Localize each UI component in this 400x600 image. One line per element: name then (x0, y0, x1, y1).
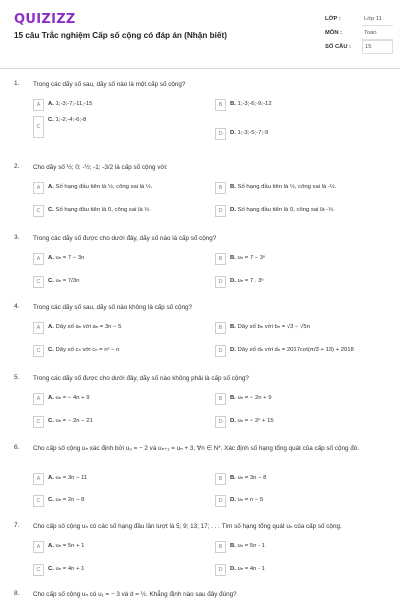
question-text: Cho dãy số ½; 0; -½; -1; -3/2 là cấp số cộng với: (33, 164, 168, 171)
option-text: A. uₙ = − 4n + 9 (48, 395, 90, 401)
option-text: D. uₙ = 4n - 1 (230, 566, 265, 572)
question-text: Cho cấp số cộng uₙ có các số hạng đầu lần lượt là 5; 9; 13; 17; . . . Tìm số hạng tổng quát uₙ của cấp số cộng. (33, 523, 342, 530)
question-text: Trong các dãy số được cho dưới đây, dãy số nào là cấp số cộng? (33, 235, 217, 242)
option-a[interactable] (33, 182, 203, 195)
option-b[interactable] (215, 253, 385, 266)
option-text: B. Số hạng đầu tiên là ½, công sai là -½. (230, 184, 337, 190)
option-c[interactable] (33, 416, 203, 429)
option-d[interactable] (215, 564, 385, 577)
option-letter-box: D (215, 564, 226, 576)
option-letter-box: B (215, 322, 226, 334)
meta-row-count (325, 40, 393, 54)
option-letter-box: B (215, 99, 226, 111)
option-text: C. uₙ = 2n − 8 (48, 497, 85, 503)
option-letter-box: C (33, 276, 44, 288)
option-letter-box: D (215, 276, 226, 288)
option-letter-box: B (215, 253, 226, 265)
option-b[interactable] (215, 473, 385, 486)
question-text: Cho cấp số cộng uₙ xác định bởi u₃ = − 2 và uₙ₊₁ = uₙ + 3, ∀n ∈ N*. Xác định số hạng tổng quát của cấp số cộng đó. (33, 445, 359, 452)
meta-label-class: LỚP : (325, 16, 341, 22)
option-text: A. uₙ = 3n − 11 (48, 475, 88, 481)
meta-value-subject: Toán (362, 27, 393, 40)
meta-value-count: 15 (362, 40, 393, 54)
quizizz-logo: QUIZIZZ (14, 12, 76, 27)
option-letter-box: A (33, 473, 44, 485)
option-text: C. uₙ = 7/3n (48, 278, 80, 284)
option-letter-box: B (215, 473, 226, 485)
option-a[interactable] (33, 473, 203, 486)
option-letter-box: B (215, 393, 226, 405)
option-b[interactable] (215, 393, 385, 406)
option-letter-box: C (33, 495, 44, 507)
option-b[interactable] (215, 541, 385, 554)
option-text: C. Số hạng đầu tiên là 0, công sai là ½. (48, 207, 151, 213)
option-text: B. uₙ = 5n - 1 (230, 543, 265, 549)
meta-row-subject (325, 26, 393, 40)
option-letter-box: C (33, 205, 44, 217)
question-text: Trong các dãy số sau, dãy số nào là một cấp số cộng? (33, 81, 186, 88)
option-d[interactable] (215, 276, 385, 289)
option-text: A. 1;-3;-7;-11;-15 (48, 101, 93, 107)
option-letter-box: C (33, 116, 44, 138)
question-number: 8. (14, 590, 20, 597)
meta-label-subject: MÔN : (325, 30, 343, 36)
option-text: D. Số hạng đầu tiên là 0, công sai là -½. (230, 207, 335, 213)
option-text: D. uₙ = n − 5 (230, 497, 264, 503)
meta-value-class: Lớp 11 (362, 13, 393, 26)
question-number: 5. (14, 374, 20, 381)
option-a[interactable] (33, 541, 203, 554)
option-text: D. uₙ = − 2ⁿ + 15 (230, 418, 274, 424)
option-letter-box: D (215, 416, 226, 428)
option-letter-box: C (33, 345, 44, 357)
question-number: 3. (14, 234, 20, 241)
meta-box (325, 12, 393, 54)
question-text: Cho cấp số cộng uₙ có u₁ = − 3 và d = ½. Khẳng định nào sau đây đúng? (33, 591, 237, 598)
option-letter-box: B (215, 541, 226, 553)
option-letter-box: B (215, 182, 226, 194)
option-text: D. 1;-3;-5;-7;-9 (230, 130, 269, 136)
option-text: B. uₙ = 7 − 3ⁿ (230, 255, 266, 261)
option-text: B. uₙ = − 2n + 9 (230, 395, 272, 401)
option-text: A. uₙ = 5n + 1 (48, 543, 85, 549)
option-d[interactable] (215, 416, 385, 429)
option-d[interactable] (215, 128, 385, 141)
option-text: A. Số hạng đầu tiên là ½, công sai là ½. (48, 184, 153, 190)
option-letter-box: A (33, 541, 44, 553)
option-letter-box: D (215, 205, 226, 217)
question-number: 6. (14, 444, 20, 451)
option-d[interactable] (215, 205, 385, 218)
header-divider (0, 68, 400, 69)
question-text: Trong các dãy số được cho dưới đây, dãy số nào không phải là cấp số cộng? (33, 375, 249, 382)
page-header (0, 0, 400, 68)
option-text: C. 1;-2;-4;-6;-8 (48, 117, 87, 123)
option-letter-box: A (33, 393, 44, 405)
option-letter-box: A (33, 182, 44, 194)
option-c[interactable] (33, 495, 203, 508)
option-letter-box: A (33, 253, 44, 265)
option-text: C. uₙ = 4n + 1 (48, 566, 85, 572)
option-text: C. uₙ = − 2n − 21 (48, 418, 93, 424)
option-letter-box: D (215, 495, 226, 507)
option-text: B. 1;-3;-6;-9;-12 (230, 101, 272, 107)
option-text: B. Dãy số bₙ với bₙ = √3 − √5n (230, 324, 310, 330)
option-d[interactable] (215, 345, 385, 358)
option-c[interactable] (33, 345, 203, 358)
option-b[interactable] (215, 99, 385, 112)
document-title: 15 câu Trắc nghiệm Cấp số cộng có đáp án (Nhận biết) (14, 31, 227, 40)
option-text: A. uₙ = 7 − 3n (48, 255, 85, 261)
option-c[interactable] (33, 564, 203, 577)
option-text: C. Dãy số cₙ với cₙ = n² − n (48, 347, 120, 353)
question-number: 4. (14, 303, 20, 310)
option-c[interactable] (33, 276, 203, 289)
option-letter-box: D (215, 128, 226, 140)
meta-row-class (325, 12, 393, 26)
option-text: B. uₙ = 3n − 8 (230, 475, 267, 481)
option-letter-box: C (33, 564, 44, 576)
option-b[interactable] (215, 182, 385, 195)
option-text: A. Dãy số aₙ với aₙ = 3n − 5 (48, 324, 122, 330)
meta-label-count: SỐ CÂU : (325, 44, 352, 50)
option-letter-box: D (215, 345, 226, 357)
question-text: Trong các dãy số sau, dãy số nào không là cấp số cộng? (33, 304, 193, 311)
question-number: 1. (14, 80, 20, 87)
option-a[interactable] (33, 99, 203, 112)
option-letter-box: A (33, 322, 44, 334)
option-c[interactable] (33, 205, 203, 218)
question-number: 7. (14, 522, 20, 529)
option-a[interactable] (33, 393, 203, 406)
option-text: D. Dãy số dₙ với dₙ = 2017cot(π/3 + 13) + 2018 (230, 347, 354, 353)
question-number: 2. (14, 163, 20, 170)
option-d[interactable] (215, 495, 385, 508)
option-c[interactable] (33, 117, 203, 134)
option-a[interactable] (33, 322, 203, 335)
option-text: D. uₙ = 7 . 3ⁿ (230, 278, 264, 284)
option-letter-box: A (33, 99, 44, 111)
option-a[interactable] (33, 253, 203, 266)
option-b[interactable] (215, 322, 385, 335)
option-letter-box: C (33, 416, 44, 428)
